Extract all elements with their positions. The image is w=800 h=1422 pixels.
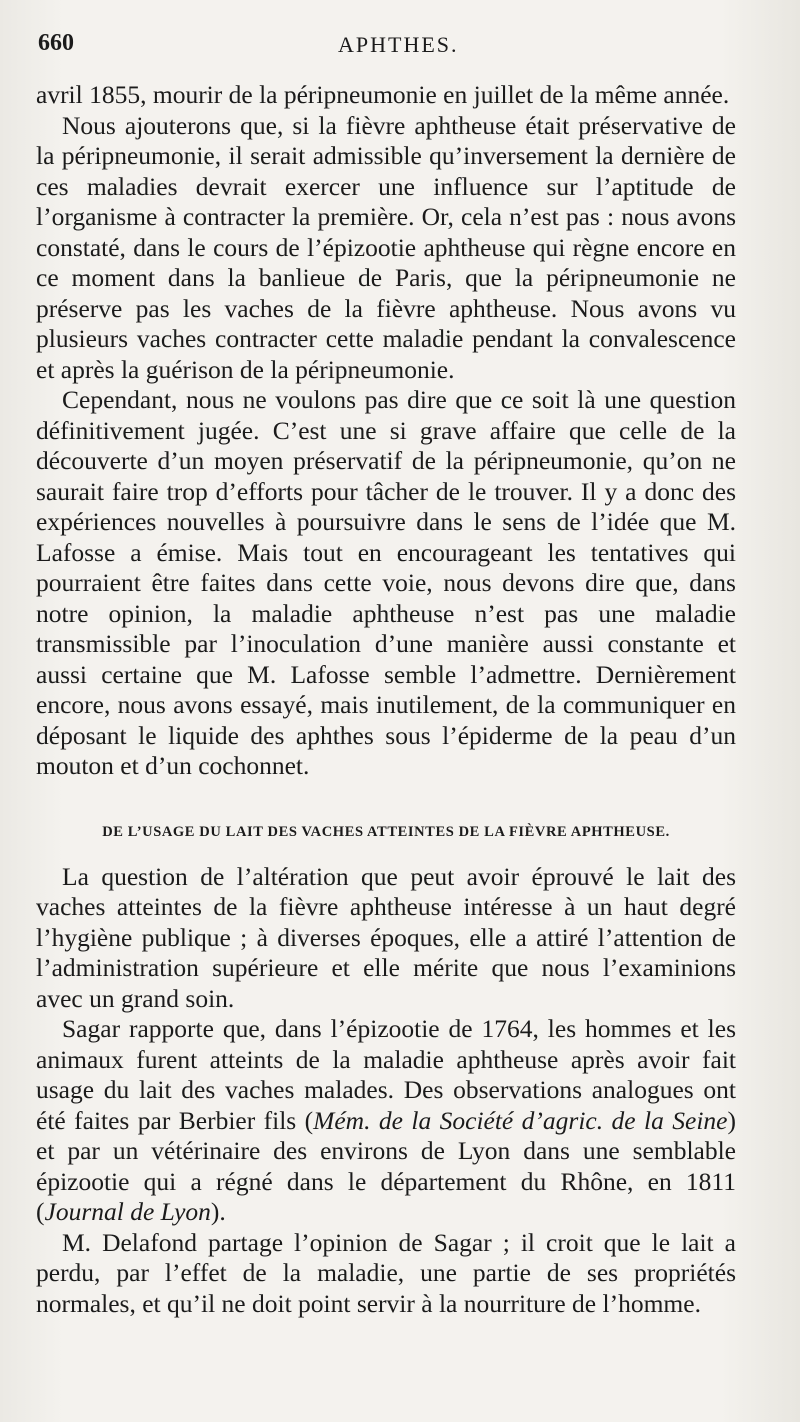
paragraph-inoculation: Cependant, nous ne voulons pas dire que ce soit là une question définitivement jugée. C’est une si grave affaire que celle de la découverte d’un moyen préservatif de la péripneumonie, qu’on ne saurait faire trop d’efforts pour tâcher de le trouver. Il y a donc des expériences nouvelles à poursuivre dans le sens de l’idée que M. Lafosse a émise. Mais tout en encourageant les tentatives qui pourraient être faites dans cette voie, nous devons dire que, dans notre opinion, la maladie aphtheuse n’est pas une maladie transmissible par l’inoculation d’une manière aussi constante et aussi certaine que M. Lafosse semble l’admettre. Dernièrement encore, nous avons essayé, mais inutilement, de la communiquer en déposant le liquide des aphthes sous l’épiderme de la peau d’un mouton et d’un cochonnet. (36, 385, 736, 780)
body-text (36, 80, 736, 1319)
running-title: APHTHES. (338, 32, 459, 57)
paragraph-preservative: Nous ajouterons que, si la fièvre aphtheuse était préservative de la péripneumonie, il serait admissible qu’inversement la dernière de ces maladies devrait exercer une influence sur l’aptitude de l’organisme à contracter la première. Or, cela n’est pas : nous avons constaté, dans le cours de l’épizootie aphtheuse qui règne encore en ce moment dans la banlieue de Paris, que la péripneumonie ne préserve pas les vaches de la fièvre aphtheuse. Nous avons vu plusieurs vaches contracter cette maladie pendant la convalescence et après la guérison de la péripneumonie. (36, 110, 736, 384)
paragraph-milk-question: La question de l’altération que peut avoir éprouvé le lait des vaches atteintes de la fièvre aphtheuse intéresse à un haut degré l’hygiène publique ; à diverses époques, elle a attiré l’attention de l’administration supérieure et elle mérite que nous l’examinions avec un grand soin. (36, 861, 736, 1013)
page-number: 660 (38, 30, 74, 56)
citation-journal: Journal de Lyon (44, 1197, 211, 1226)
citation-memoire: Mém. de la Société d’agric. de la Seine (313, 1105, 728, 1135)
paragraph-delafond: M. Delafond partage l’opinion de Sagar ; il croit que le lait a perdu, par l’effet de la maladie, une partie de ses propriétés normales, et qu’il ne doit point servir à la nourriture de l’homme. (36, 1227, 736, 1318)
sagar-text-3: ). (210, 1197, 226, 1226)
section-heading: DE L’USAGE DU LAIT DES VACHES ATTEINTES DE LA FIÈVRE APHTHEUSE. (102, 823, 670, 840)
sagar-text-2: ) et par un vétérinaire des environs de Lyon dans une semblable épizootie qui a régné dans le département du Rhône, en 1811 ( (36, 1105, 736, 1226)
paragraph-sagar (36, 1014, 736, 1228)
paragraph-continued: avril 1855, mourir de la péripneumonie en juillet de la même année. (36, 80, 730, 109)
section-body (36, 862, 736, 1320)
sagar-text-1: Sagar rapporte que, dans l’épizootie de 1764, les hommes et les animaux furent atteints de la maladie aphtheuse après avoir fait usage du lait des vaches malades. Des observations analogues ont été faites par Berbier fils ( (36, 1014, 736, 1135)
running-head (38, 30, 730, 60)
